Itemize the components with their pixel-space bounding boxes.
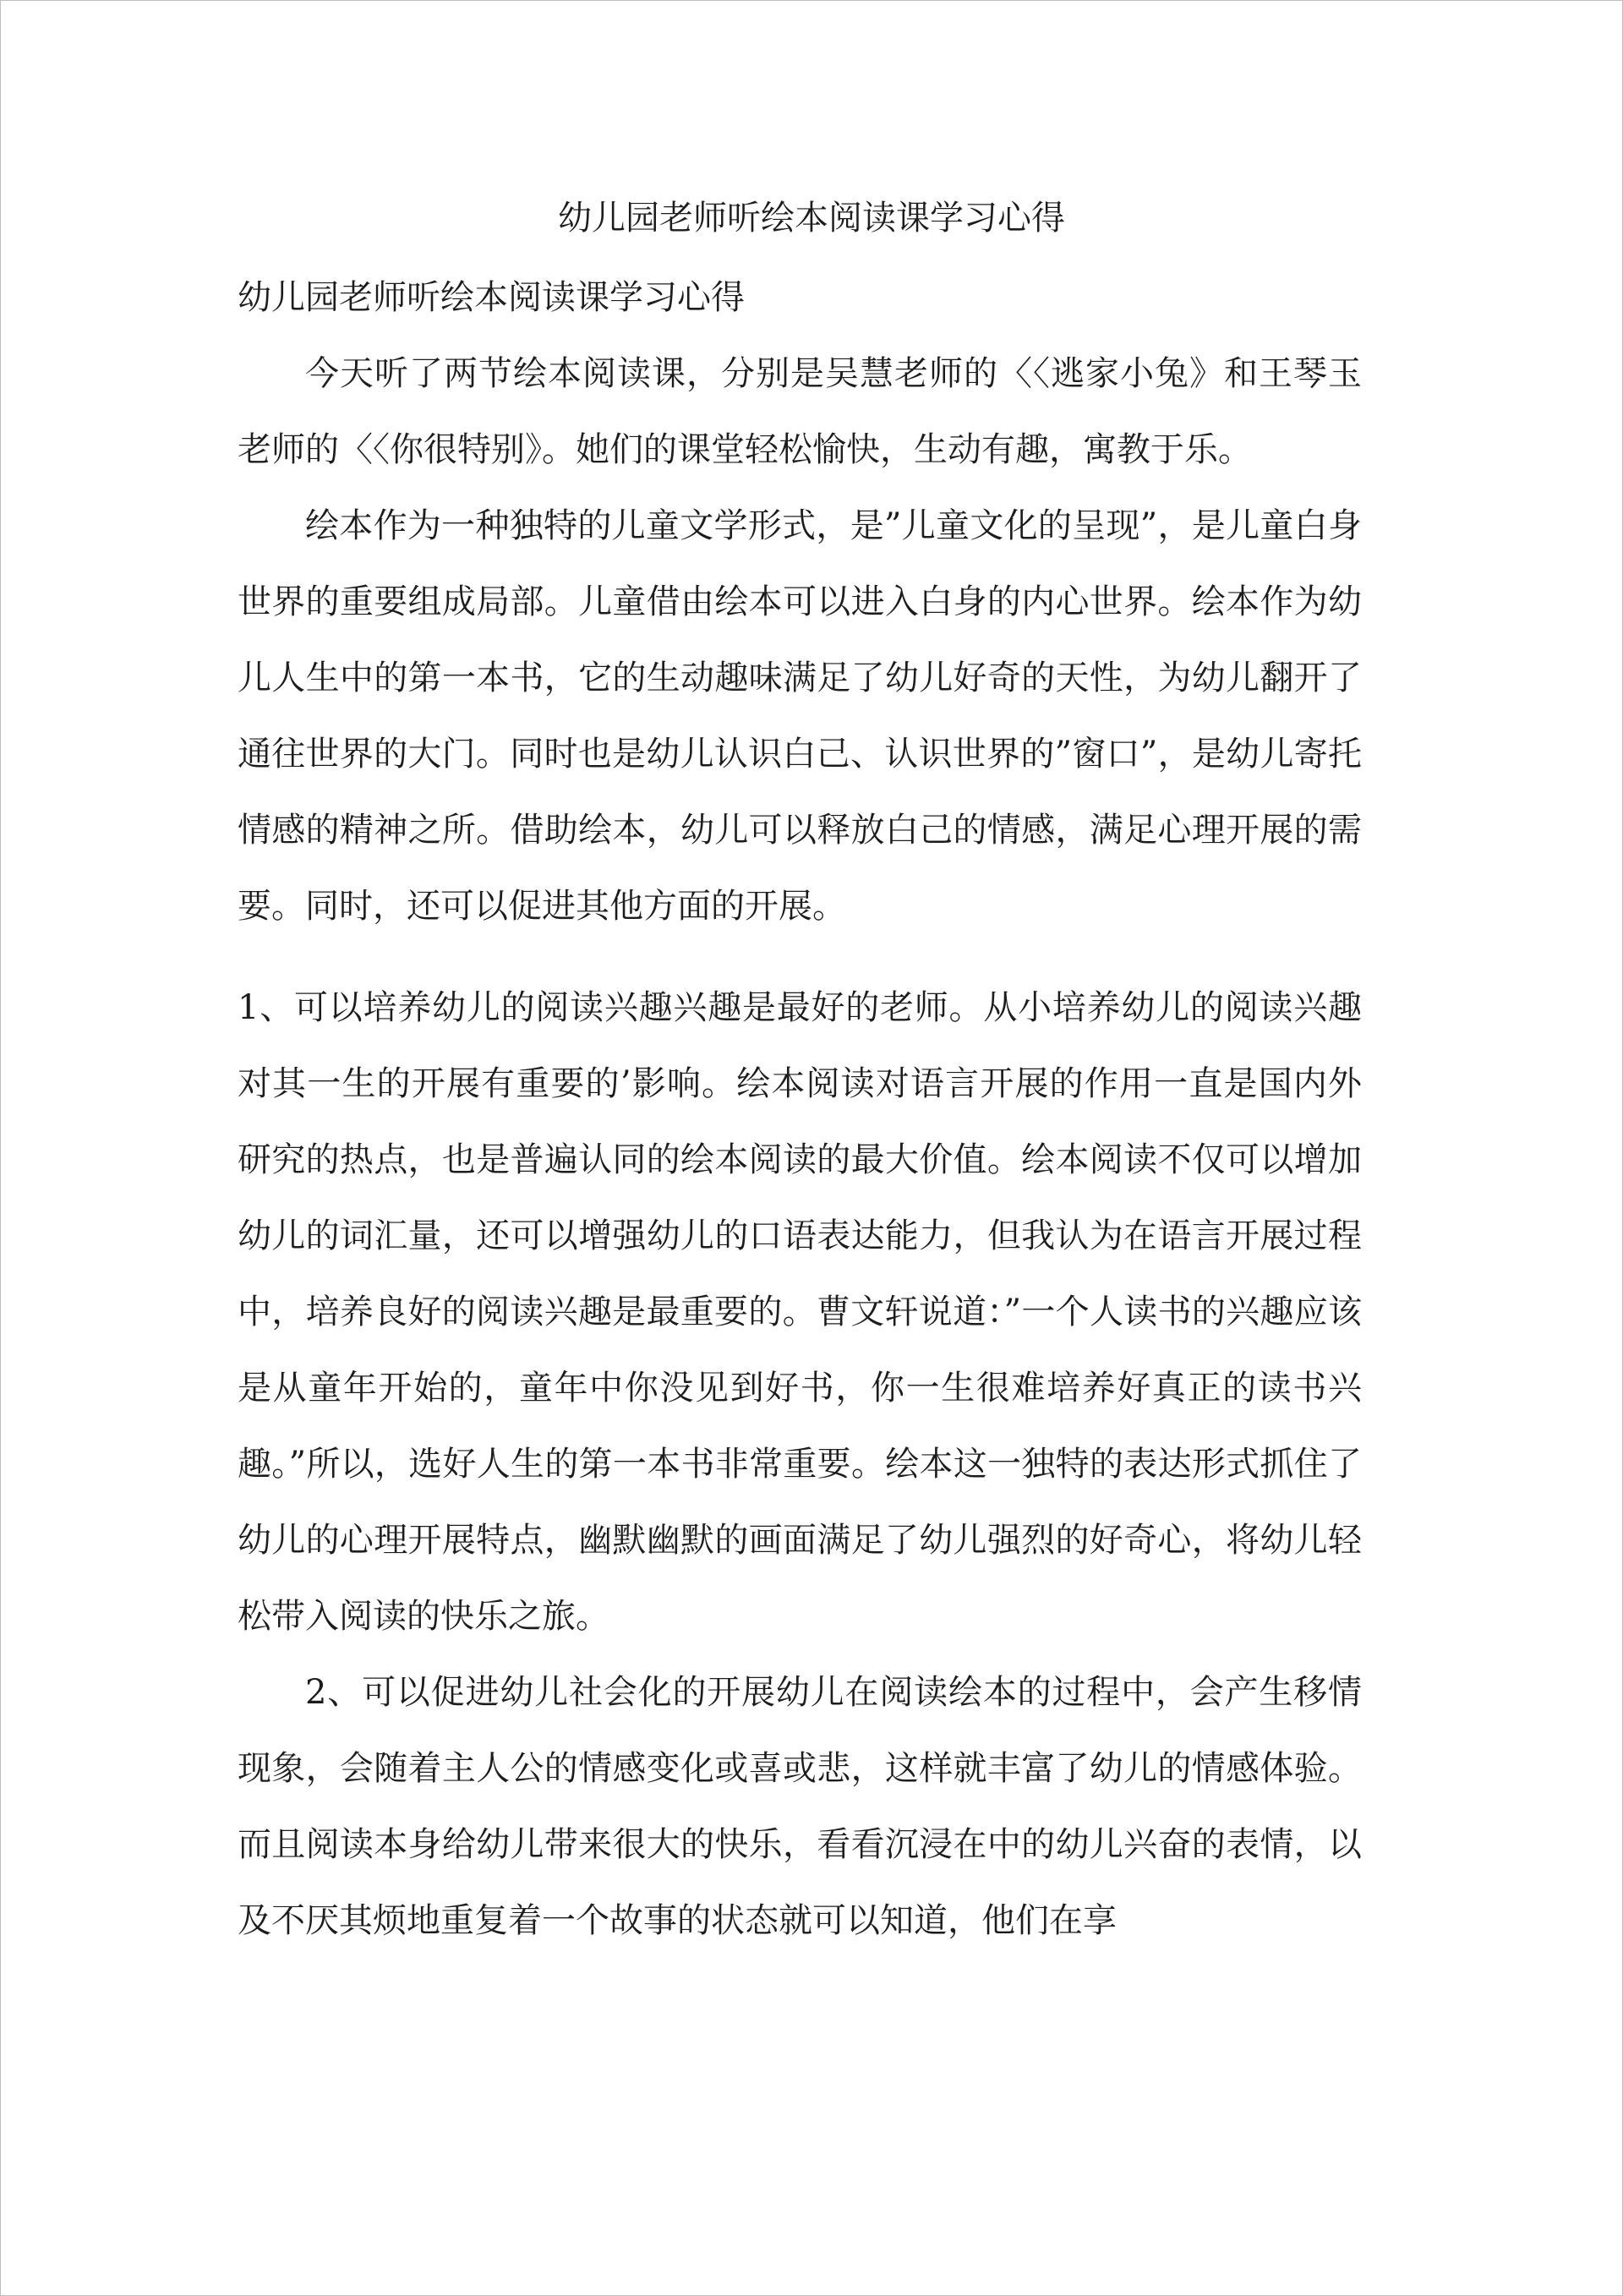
paragraph-picture-book-role: 绘本作为一种独特的儿童文学形式，是”儿童文化的呈现”，是儿童白身世界的重要组成局部。儿童借由绘本可以进入白身的内心世界。绘本作为幼儿人生中的第一本书，它的生动趣味满足了幼儿好奇的天性，为幼儿翻开了通往世界的大门。同时也是幼儿认识白己、认识世界的”窗口”，是幼儿寄托情感的精神之所。借助绘本，幼儿可以释放白己的情感，满足心理开展的需要。同时，还可以促进其他方面的开展。 xyxy=(238,506,1362,926)
document-subtitle: 幼儿园老师听绘本阅读课学习心得 xyxy=(238,278,745,317)
paragraph-point-1-reading-interest: 1、可以培养幼儿的阅读兴趣兴趣是最好的老师。从小培养幼儿的阅读兴趣对其一生的开展有重要的’影响。绘本阅读对语言开展的作用一直是国内外研究的热点，也是普遍认同的绘本阅读的最大价值。绘本阅读不仅可以增加幼儿的词汇量，还可以增强幼儿的口语表达能力，但我认为在语言开展过程中，培养良好的阅读兴趣是最重要的。曹文轩说道：”一个人读书的兴趣应该是从童年开始的，童年中你没见到好书，你一生很难培养好真正的读书兴趣。”所以，选好人生的第一本书非常重要。绘本这一独特的表达形式抓住了幼儿的心理开展特点，幽默幽默的画面满足了幼儿强烈的好奇心，将幼儿轻松带入阅读的快乐之旅。 xyxy=(238,988,1362,1636)
paragraph-point-2-socialization: 2、可以促进幼儿社会化的开展幼儿在阅读绘本的过程中，会产生移情现象，会随着主人公的情感变化或喜或悲，这样就丰富了幼儿的情感体验。而且阅读本身给幼儿带来很大的快乐，看看沉浸在中的幼儿兴奋的表情，以及不厌其烦地重复着一个故事的状态就可以知道，他们在享 xyxy=(238,1673,1362,1940)
document-body xyxy=(238,260,1362,1959)
paragraph-intro: 今天听了两节绘本阅读课，分别是吴慧老师的〈〈逃家小兔》和王琴玉老师的〈〈你很特别》。她们的课堂轻松愉快，生动有趣，寓教于乐。 xyxy=(238,354,1362,469)
document-title: 幼儿园老师听绘本阅读课学习心得 xyxy=(558,199,1065,238)
